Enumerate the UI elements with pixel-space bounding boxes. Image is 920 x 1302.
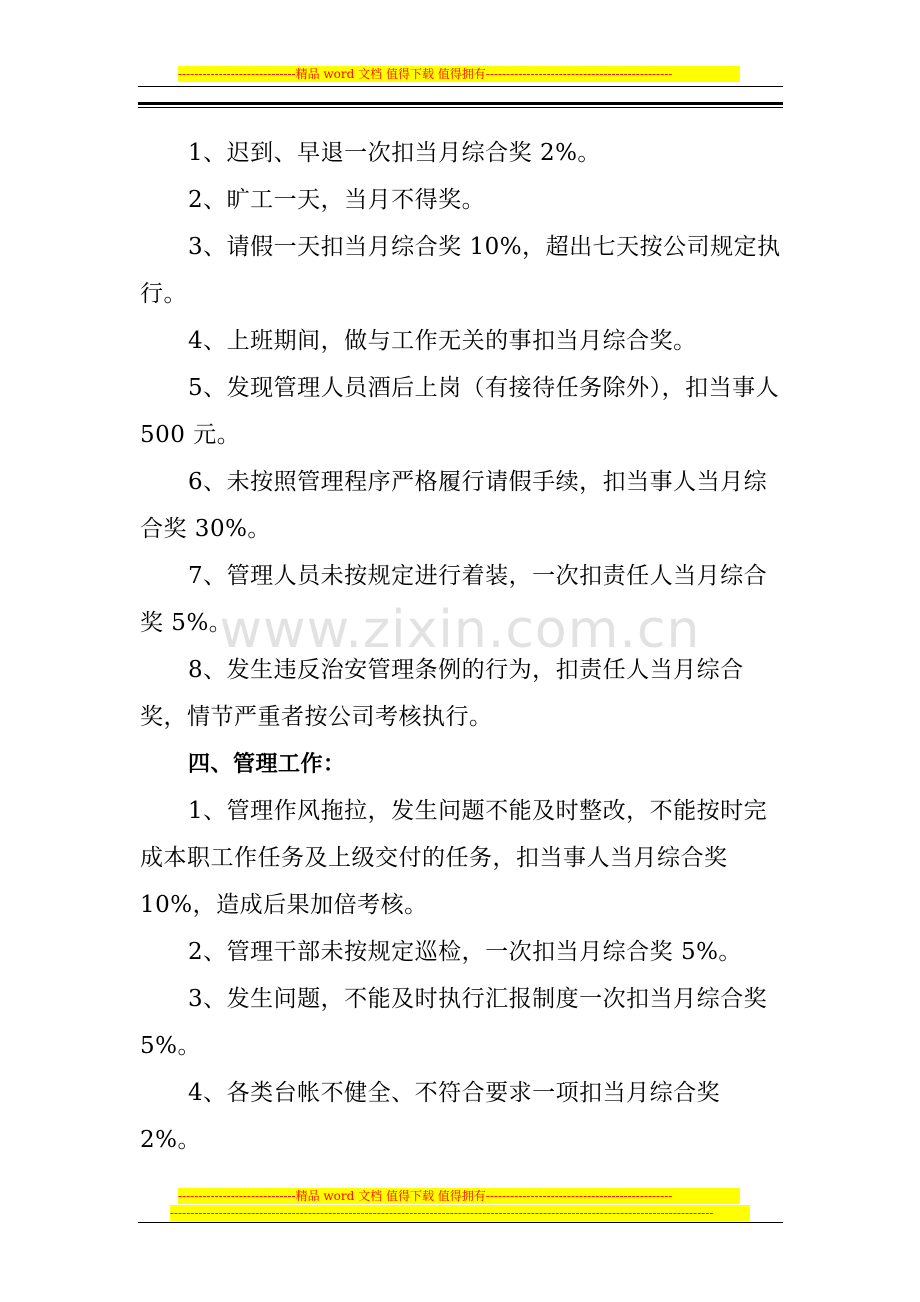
section-heading: 四、管理工作： [188,752,346,777]
rule-item-4: 4、上班期间，做与工作无关的事扣当月综合奖。 [188,328,697,354]
footer-banner-dashes: -------------------------------------------------------------------------------------------------------------------------------------- [170,1205,750,1221]
watermark: www.zixin.com.cn [219,600,701,660]
rule-item-1: 1、迟到、早退一次扣当月综合奖 2%。 [188,140,601,166]
rule-item-3: 3、请假一天扣当月综合奖 10%，超出七天按公司规定执行。 [140,234,781,307]
header-banner: -----------------------------精品 word 文档 值得下载 值得拥有---------------------------------------------- [178,66,740,82]
document-body [140,130,785,1164]
rule-item-5: 5、发现管理人员酒后上岗（有接待任务除外），扣当事人 500 元。 [140,375,780,448]
header-rule [138,86,783,87]
management-item-2: 2、管理干部未按规定巡检，一次扣当月综合奖 5%。 [188,939,742,965]
footer-banner: -----------------------------精品 word 文档 值得下载 值得拥有---------------------------------------------- [178,1188,740,1204]
rule-item-8: 8、发生违反治安管理条例的行为，扣责任人当月综合奖，情节严重者按公司考核执行。 [140,657,744,730]
management-item-3: 3、发生问题，不能及时执行汇报制度一次扣当月综合奖 5%。 [140,986,768,1059]
rule-item-2: 2、旷工一天，当月不得奖。 [188,187,486,213]
header-double-rule-thin [138,107,783,108]
management-item-1: 1、管理作风拖拉，发生问题不能及时整改，不能按时完成本职工作任务及上级交付的任务，扣当事人当月综合奖 10%，造成后果加倍考核。 [140,798,768,918]
rule-item-7: 7、管理人员未按规定进行着装，一次扣责任人当月综合奖 5%。 [140,563,768,636]
management-item-4: 4、各类台帐不健全、不符合要求一项扣当月综合奖 2%。 [140,1080,721,1153]
rule-item-6: 6、未按照管理程序严格履行请假手续，扣当事人当月综合奖 30%。 [140,469,768,542]
footer-rule [138,1222,783,1223]
header-double-rule-thick [138,102,783,105]
